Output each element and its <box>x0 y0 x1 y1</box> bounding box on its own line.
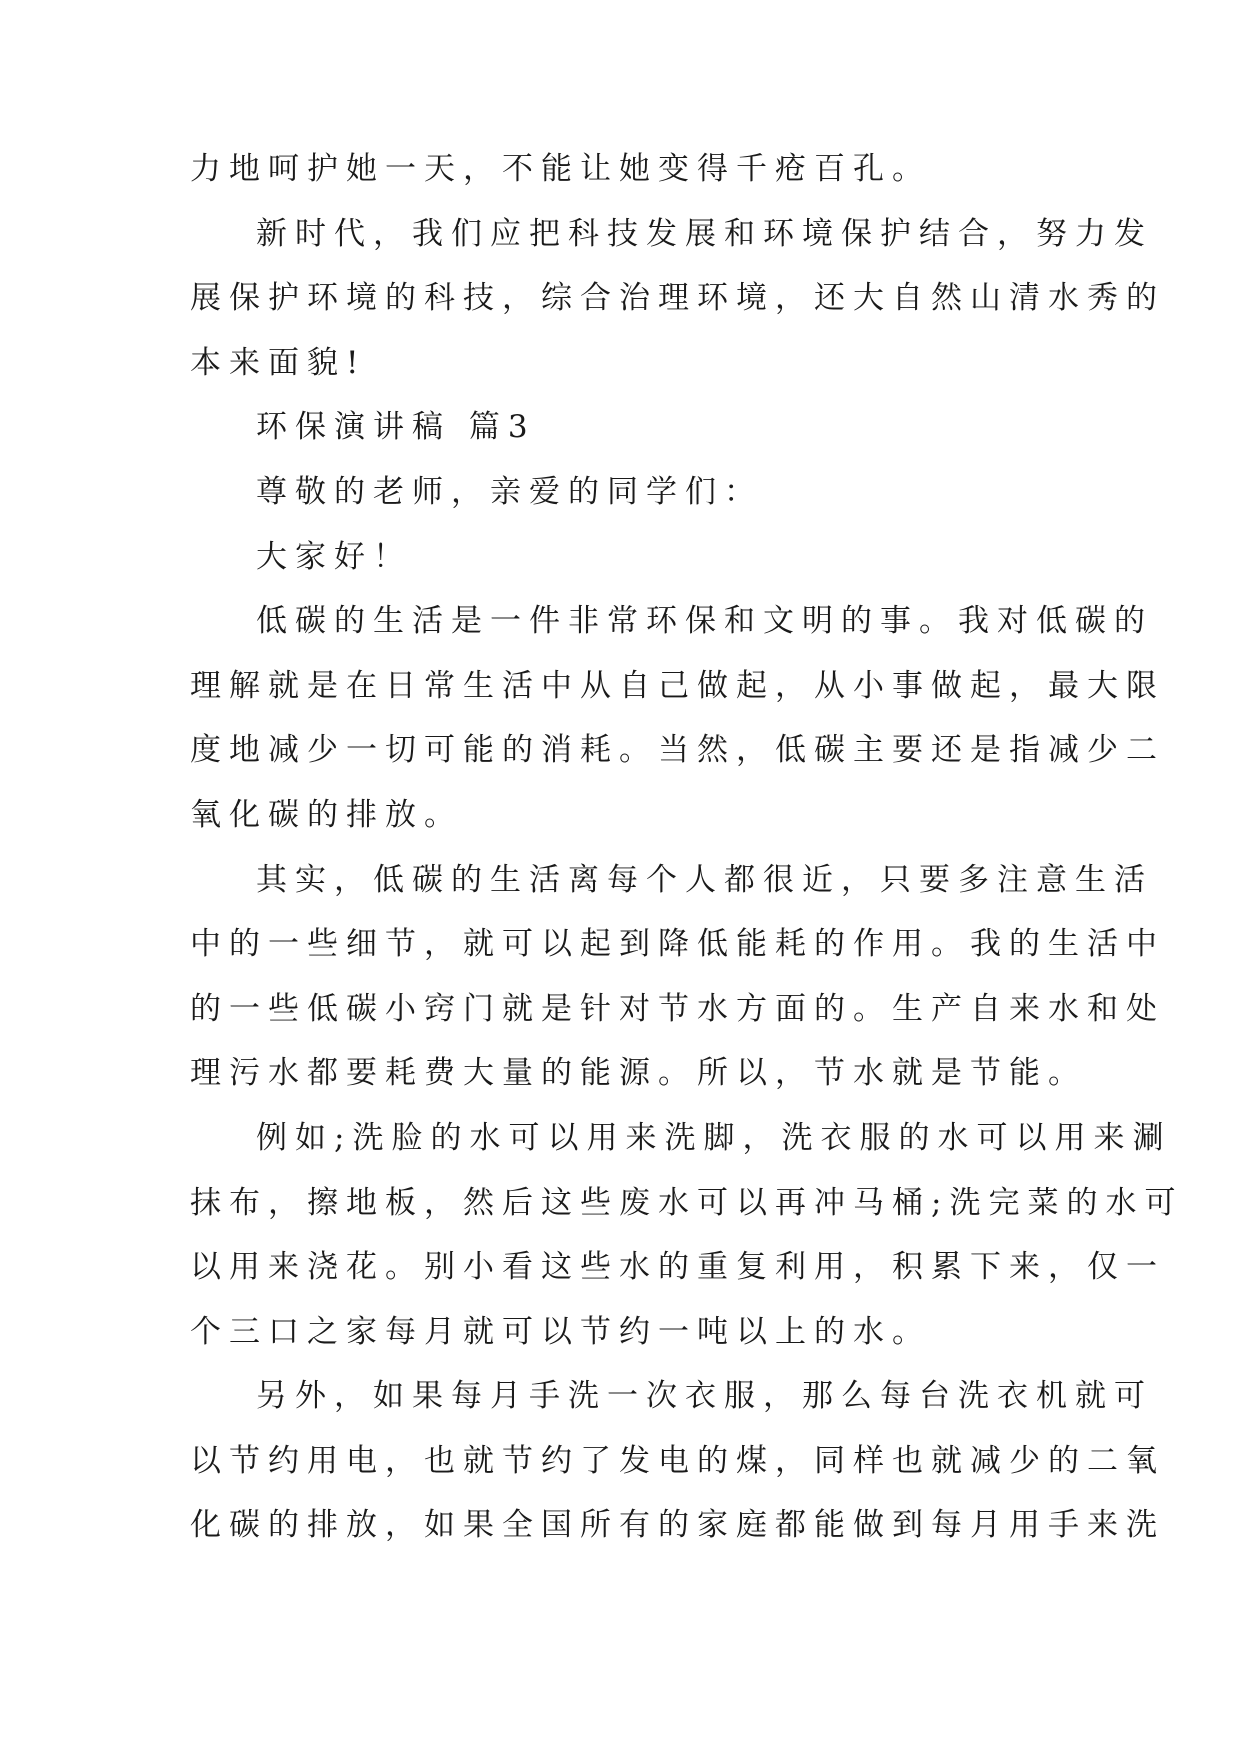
text-line: 抹布，擦地板，然后这些废水可以再冲马桶;洗完菜的水可 <box>190 1184 1184 1221</box>
text-line: 以用来浇花。别小看这些水的重复利用，积累下来，仅一 <box>190 1249 1165 1286</box>
text-line: 的一些低碳小窍门就是针对节水方面的。生产自来水和处 <box>190 990 1165 1027</box>
text-line: 以节约用电，也就节约了发电的煤，同样也就减少的二氧 <box>190 1442 1165 1479</box>
text-line: 理污水都要耗费大量的能源。所以，节水就是节能。 <box>190 1055 1087 1092</box>
paragraph-start-line: 低碳的生活是一件非常环保和文明的事。我对低碳的 <box>256 603 1153 640</box>
text-line: 化碳的排放，如果全国所有的家庭都能做到每月用手来洗 <box>190 1507 1165 1544</box>
text-line: 度地减少一切可能的消耗。当然，低碳主要还是指减少二 <box>190 732 1165 769</box>
text-line: 个三口之家每月就可以节约一吨以上的水。 <box>190 1313 931 1350</box>
paragraph-start-line: 其实，低碳的生活离每个人都很近，只要多注意生活 <box>256 861 1153 898</box>
greeting: 大家好！ <box>256 538 412 575</box>
paragraph-start-line: 例如;洗脸的水可以用来洗脚，洗衣服的水可以用来涮 <box>256 1119 1172 1156</box>
paragraph-start-line: 新时代，我们应把科技发展和环境保护结合，努力发 <box>256 215 1153 252</box>
text-line: 本来面貌! <box>190 344 367 381</box>
text-line: 中的一些细节，就可以起到降低能耗的作用。我的生活中 <box>190 926 1165 963</box>
text-line: 氧化碳的排放。 <box>190 796 463 833</box>
text-line: 展保护环境的科技，综合治理环境，还大自然山清水秀的 <box>190 280 1165 317</box>
section-heading: 环保演讲稿 篇3 <box>256 409 536 446</box>
speech-body-text <box>190 137 1184 1558</box>
text-line: 力地呵护她一天，不能让她变得千疮百孔。 <box>190 151 931 187</box>
paragraph-start-line: 另外，如果每月手洗一次衣服，那么每台洗衣机就可 <box>256 1378 1153 1415</box>
salutation: 尊敬的老师，亲爱的同学们： <box>256 473 763 510</box>
text-line: 理解就是在日常生活中从自己做起，从小事做起，最大限 <box>190 667 1165 704</box>
